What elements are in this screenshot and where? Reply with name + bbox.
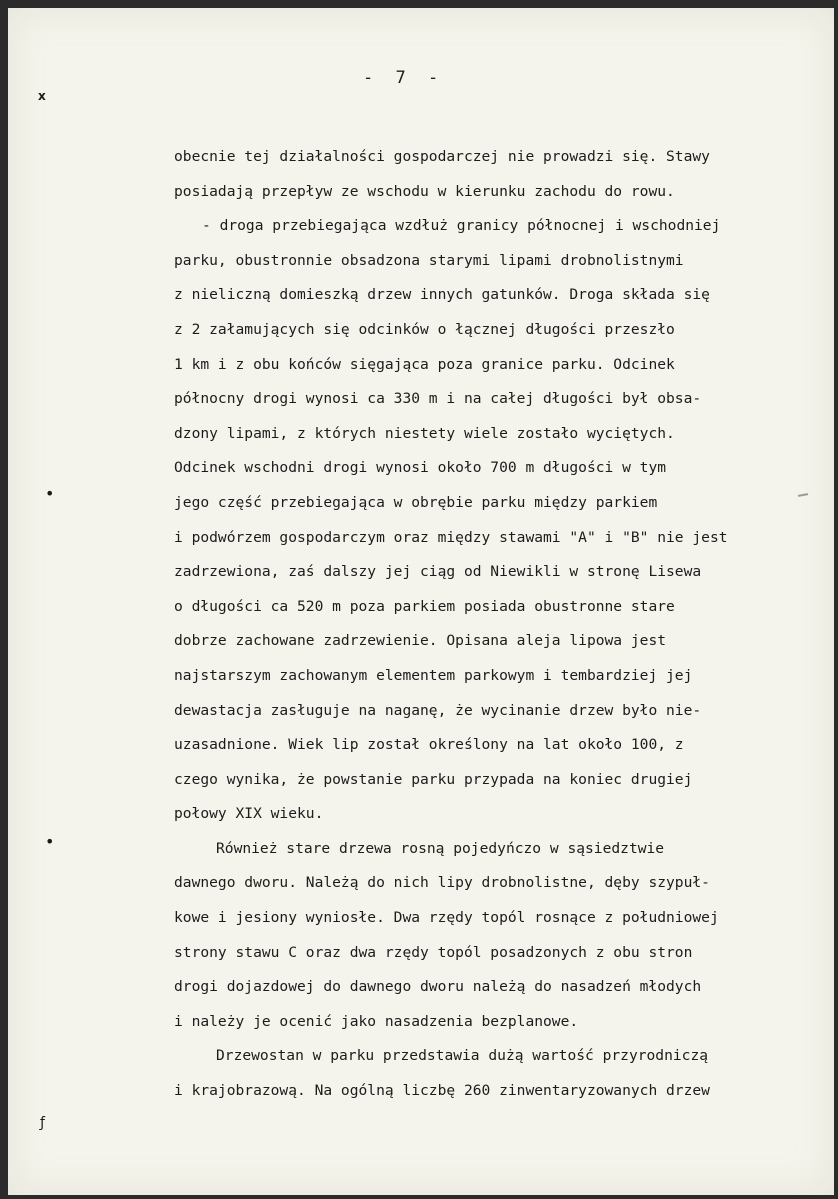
text-line: strony stawu C oraz dwa rzędy topól posadzonych z obu stron <box>174 943 693 961</box>
text-line: północny drogi wynosi ca 330 m i na całej długości był obsa- <box>174 390 702 408</box>
text-line: - droga przebiegająca wzdłuż granicy północnej i wschodniej <box>202 217 721 235</box>
margin-mark-top: x <box>38 89 46 103</box>
text-line: jego część przebiegająca w obrębie parku między parkiem <box>174 493 658 511</box>
text-line: czego wynika, że powstanie parku przypada na koniec drugiej <box>174 770 693 788</box>
text-line: obecnie tej działalności gospodarczej nie prowadzi się. Stawy <box>174 148 710 165</box>
margin-mark-bottom: ƒ <box>40 1115 45 1131</box>
text-line: o długości ca 520 m poza parkiem posiada obustronne stare <box>174 597 675 615</box>
text-line: Odcinek wschodni drogi wynosi około 700 m długości w tym <box>174 459 667 477</box>
text-line: dobrze zachowane zadrzewienie. Opisana aleja lipowa jest <box>174 632 667 650</box>
text-line: posiadają przepływ ze wschodu w kierunku zachodu do rowu. <box>174 182 675 200</box>
text-line: Drzewostan w parku przedstawia dużą wartość przyrodniczą <box>216 1047 709 1065</box>
margin-mark-middle: • <box>45 484 55 503</box>
text-line: parku, obustronnie obsadzona starymi lipami drobnolistnymi <box>174 251 684 269</box>
margin-mark-lower: • <box>45 832 55 851</box>
text-line: połowy XIX wieku. <box>174 805 324 823</box>
text-line: zadrzewiona, zaś dalszy jej ciąg od Niewikli w stronę Lisewa <box>174 563 702 581</box>
text-line: i podwórzem gospodarczym oraz między stawami "A" i "B" nie jest <box>174 528 728 546</box>
text-line: kowe i jesiony wyniosłe. Dwa rzędy topól rosnące z południowej <box>174 909 719 927</box>
page-number: - 7 - <box>363 68 445 88</box>
body-text <box>174 140 826 1109</box>
text-line: dewastacja zasługuje na naganę, że wycinanie drzew było nie- <box>174 701 702 719</box>
text-line: dzony lipami, z których niestety wiele zostało wyciętych. <box>174 424 675 442</box>
text-line: z nieliczną domieszką drzew innych gatunków. Droga składa się <box>174 286 710 304</box>
text-line: i należy je ocenić jako nasadzenia bezplanowe. <box>174 1012 579 1030</box>
text-line: Również stare drzewa rosną pojedyńczo w sąsiedztwie <box>216 839 665 857</box>
text-line: z 2 załamujących się odcinków o łącznej długości przeszło <box>174 320 675 338</box>
document-page <box>8 8 834 1195</box>
text-line: 1 km i z obu końców sięgająca poza granice parku. Odcinek <box>174 355 675 373</box>
text-line: dawnego dworu. Należą do nich lipy drobnolistne, dęby szypuł- <box>174 874 710 892</box>
text-line: najstarszym zachowanym elementem parkowym i tembardziej jej <box>174 666 693 684</box>
text-line: uzasadnione. Wiek lip został określony na lat około 100, z <box>174 736 684 754</box>
text-line: i krajobrazową. Na ogólną liczbę 260 zinwentaryzowanych drzew <box>174 1082 710 1100</box>
text-line: drogi dojazdowej do dawnego dworu należą do nasadzeń młodych <box>174 978 702 996</box>
